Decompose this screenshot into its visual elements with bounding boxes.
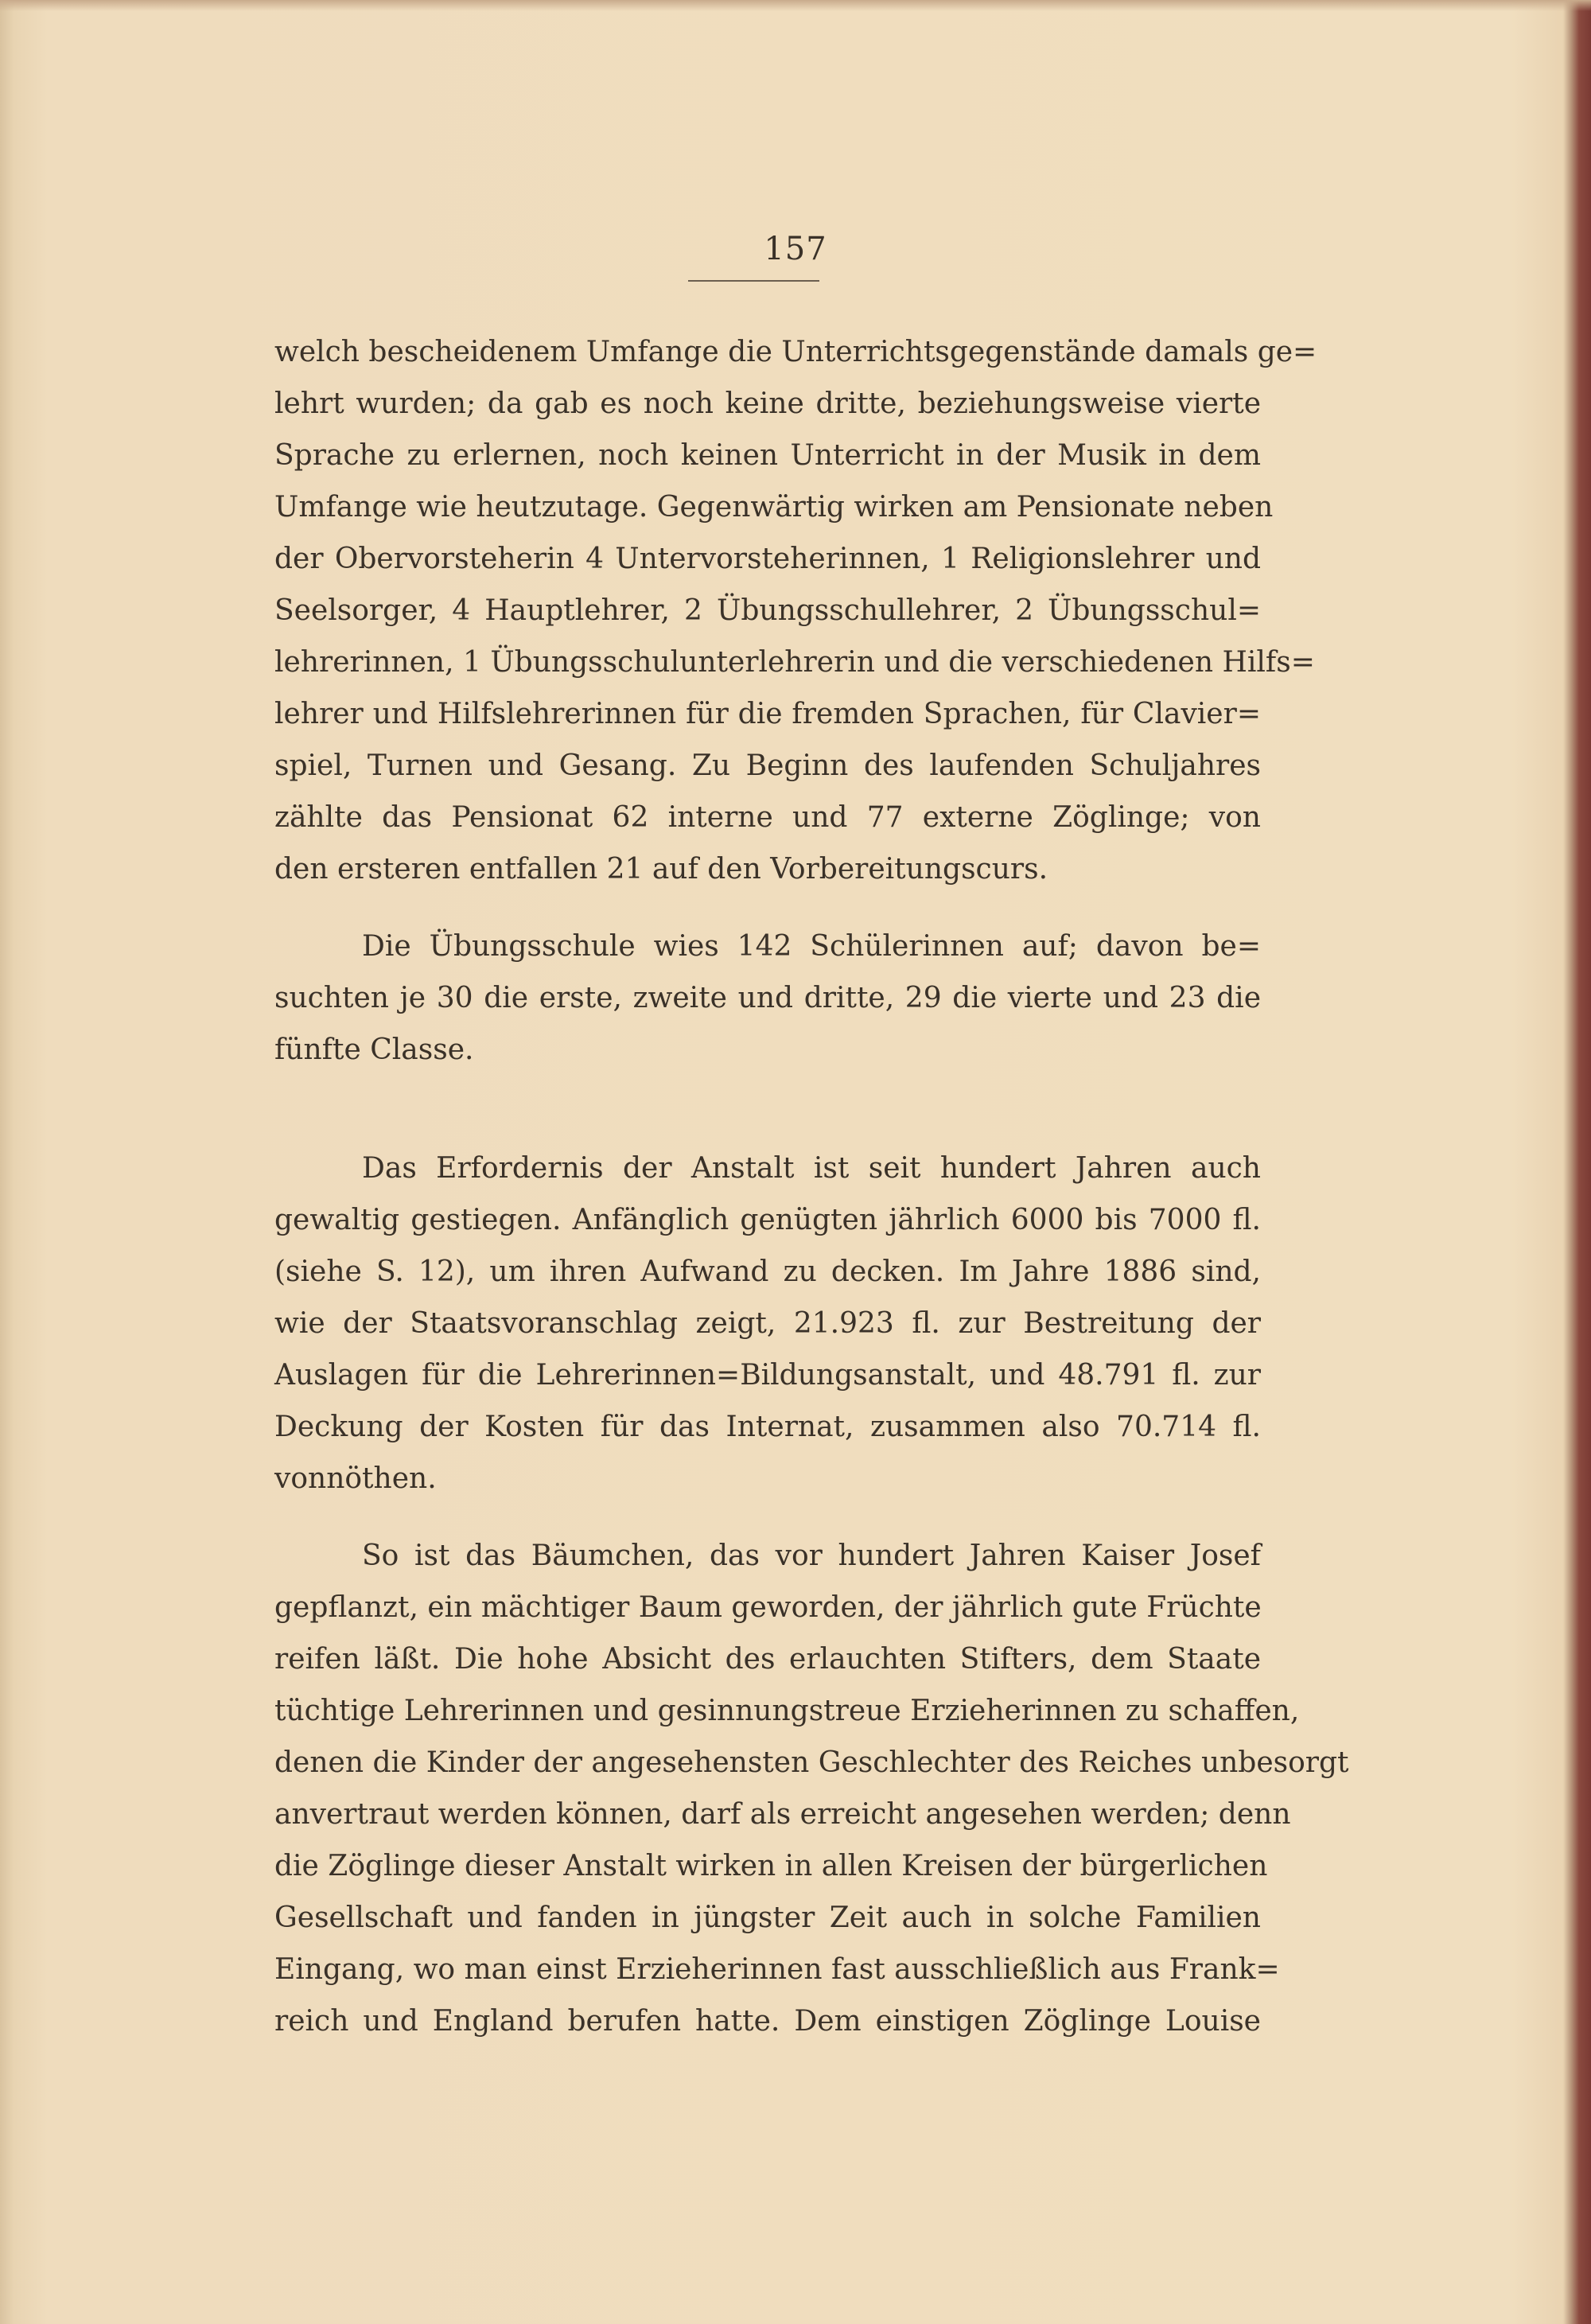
paragraph: [274, 326, 1317, 895]
text-line: suchten je 30 die erste, zweite und dritte, 29 die vierte und 23 die: [274, 982, 1261, 1014]
text-line: Eingang, wo man einst Erzieherinnen fast ausschließlich aus Frank=: [274, 1953, 1280, 1986]
text-line: (siehe S. 12), um ihren Aufwand zu decken. Im Jahre 1886 sind,: [274, 1255, 1261, 1288]
page-number-rule: [688, 280, 819, 282]
text-line: Sprache zu erlernen, noch keinen Unterricht in der Musik in dem: [274, 439, 1261, 472]
text-line: die Zöglinge dieser Anstalt wirken in allen Kreisen der bürgerlichen: [274, 1850, 1268, 1882]
text-line: den ersteren entfallen 21 auf den Vorbereitungscurs.: [274, 853, 1048, 886]
paragraph: [274, 921, 1261, 1076]
text-line: zählte das Pensionat 62 interne und 77 externe Zöglinge; von: [274, 801, 1261, 834]
text-line: lehrerinnen, 1 Übungsschulunterlehrerin und die verschiedenen Hilfs=: [274, 646, 1315, 679]
text-line: wie der Staatsvoranschlag zeigt, 21.923 fl. zur Bestreitung der: [274, 1307, 1261, 1340]
text-line: Die Übungsschule wies 142 Schülerinnen auf; davon be=: [362, 930, 1261, 963]
text-line: spiel, Turnen und Gesang. Zu Beginn des laufenden Schuljahres: [274, 749, 1261, 782]
text-line: denen die Kinder der angesehensten Geschlechter des Reiches unbesorgt: [274, 1746, 1349, 1779]
text-line: lehrt wurden; da gab es noch keine dritte, beziehungsweise vierte: [274, 387, 1261, 420]
text-line: Deckung der Kosten für das Internat, zusammen also 70.714 fl.: [274, 1411, 1261, 1443]
page-number: 157: [764, 231, 827, 267]
text-line: So ist das Bäumchen, das vor hundert Jahren Kaiser Josef: [362, 1540, 1261, 1572]
text-line: tüchtige Lehrerinnen und gesinnungstreue Erzieherinnen zu schaffen,: [274, 1695, 1300, 1727]
text-line: lehrer und Hilfslehrerinnen für die fremden Sprachen, für Clavier=: [274, 698, 1261, 730]
text-line: Das Erfordernis der Anstalt ist seit hundert Jahren auch: [362, 1152, 1261, 1185]
text-line: gewaltig gestiegen. Anfänglich genügten jährlich 6000 bis 7000 fl.: [274, 1204, 1261, 1236]
text-line: anvertraut werden können, darf als erreicht angesehen werden; denn: [274, 1798, 1291, 1831]
text-line: reifen läßt. Die hohe Absicht des erlauchten Stifters, dem Staate: [274, 1643, 1261, 1676]
paragraph: [274, 1530, 1349, 2047]
text-line: reich und England berufen hatte. Dem einstigen Zöglinge Louise: [274, 2005, 1261, 2038]
page-top-edge: [0, 0, 1591, 11]
body-text: [274, 326, 1349, 2047]
text-line: gepflanzt, ein mächtiger Baum geworden, der jährlich gute Früchte: [274, 1591, 1262, 1624]
text-line: Umfange wie heutzutage. Gegenwärtig wirken am Pensionate neben: [274, 491, 1274, 524]
paragraph: [274, 1143, 1261, 1505]
text-line: Seelsorger, 4 Hauptlehrer, 2 Übungsschullehrer, 2 Übungsschul=: [274, 594, 1261, 627]
text-line: Gesellschaft und fanden in jüngster Zeit auch in solche Familien: [274, 1902, 1261, 1934]
text-line: der Obervorsteherin 4 Untervorsteherinnen, 1 Religionslehrer und: [274, 543, 1261, 575]
text-line: Auslagen für die Lehrerinnen=Bildungsanstalt, und 48.791 fl. zur: [274, 1359, 1261, 1392]
text-line: welch bescheidenem Umfange die Unterrichtsgegenstände damals ge=: [274, 336, 1317, 368]
text-line: fünfte Classe.: [274, 1034, 474, 1066]
text-line: vonnöthen.: [274, 1462, 437, 1495]
